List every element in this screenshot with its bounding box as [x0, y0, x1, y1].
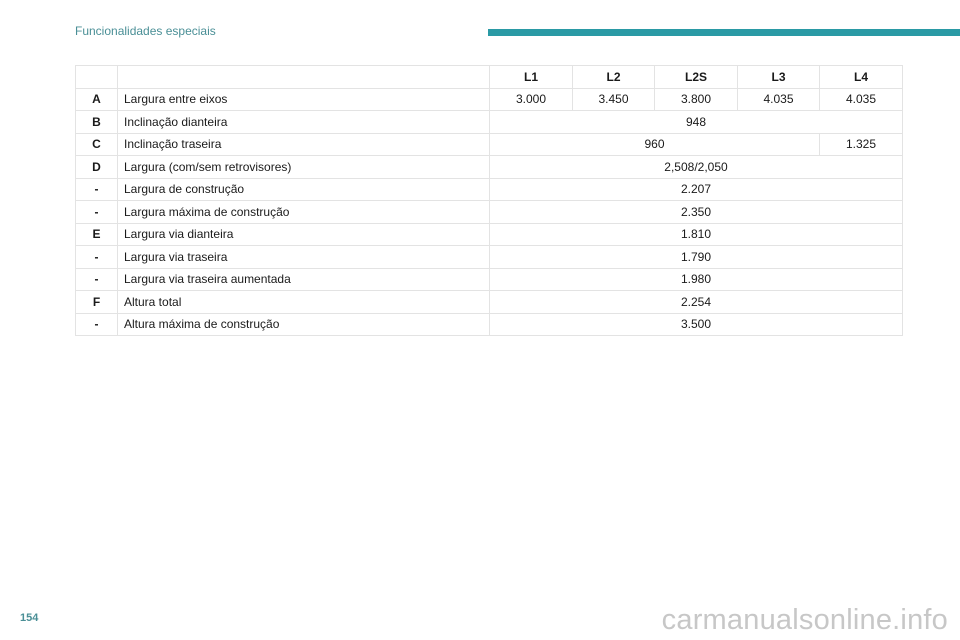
header-empty-cell: [76, 66, 118, 89]
row-label: Inclinação dianteira: [118, 111, 490, 134]
row-key: C: [76, 133, 118, 156]
row-label: Largura de construção: [118, 178, 490, 201]
table-row: [76, 156, 903, 179]
row-value: 1.810: [490, 223, 903, 246]
row-value: 2,508/2,050: [490, 156, 903, 179]
row-value: 4.035: [738, 88, 820, 111]
table-row: [76, 88, 903, 111]
table-row: [76, 133, 903, 156]
table-row: [76, 111, 903, 134]
row-value: 3.500: [490, 313, 903, 336]
row-value: 1.325: [820, 133, 903, 156]
table-row: [76, 313, 903, 336]
table-row: [76, 201, 903, 224]
row-key: -: [76, 201, 118, 224]
row-label: Largura via traseira aumentada: [118, 268, 490, 291]
table-row: [76, 223, 903, 246]
column-header-l1: L1: [490, 66, 573, 89]
row-value: 2.254: [490, 291, 903, 314]
table-row: [76, 268, 903, 291]
row-label: Altura total: [118, 291, 490, 314]
section-title: Funcionalidades especiais: [75, 24, 216, 38]
row-value: 2.350: [490, 201, 903, 224]
row-label: Altura máxima de construção: [118, 313, 490, 336]
table-row: [76, 178, 903, 201]
page-number: 154: [20, 612, 39, 624]
row-key: -: [76, 268, 118, 291]
row-key: -: [76, 313, 118, 336]
row-label: Largura entre eixos: [118, 88, 490, 111]
row-value: 1.790: [490, 246, 903, 269]
row-key: D: [76, 156, 118, 179]
row-value: 2.207: [490, 178, 903, 201]
row-label: Largura (com/sem retrovisores): [118, 156, 490, 179]
column-header-l3: L3: [738, 66, 820, 89]
row-key: B: [76, 111, 118, 134]
row-key: A: [76, 88, 118, 111]
row-key: -: [76, 178, 118, 201]
table-row: [76, 291, 903, 314]
row-key: -: [76, 246, 118, 269]
row-key: F: [76, 291, 118, 314]
row-value: 4.035: [820, 88, 903, 111]
dimensions-table: [75, 65, 903, 336]
header-empty-cell: [118, 66, 490, 89]
watermark-text: carmanualsonline.info: [661, 604, 948, 636]
row-value: 1.980: [490, 268, 903, 291]
row-value: 3.450: [573, 88, 655, 111]
column-header-l2: L2: [573, 66, 655, 89]
column-header-l2s: L2S: [655, 66, 738, 89]
row-value: 3.800: [655, 88, 738, 111]
row-label: Largura máxima de construção: [118, 201, 490, 224]
row-value: 948: [490, 111, 903, 134]
table-header-row: [76, 66, 903, 89]
row-label: Largura via dianteira: [118, 223, 490, 246]
table-row: [76, 246, 903, 269]
column-header-l4: L4: [820, 66, 903, 89]
header-accent-bar: [488, 29, 960, 36]
row-key: E: [76, 223, 118, 246]
row-value: 3.000: [490, 88, 573, 111]
row-value: 960: [490, 133, 820, 156]
row-label: Largura via traseira: [118, 246, 490, 269]
row-label: Inclinação traseira: [118, 133, 490, 156]
